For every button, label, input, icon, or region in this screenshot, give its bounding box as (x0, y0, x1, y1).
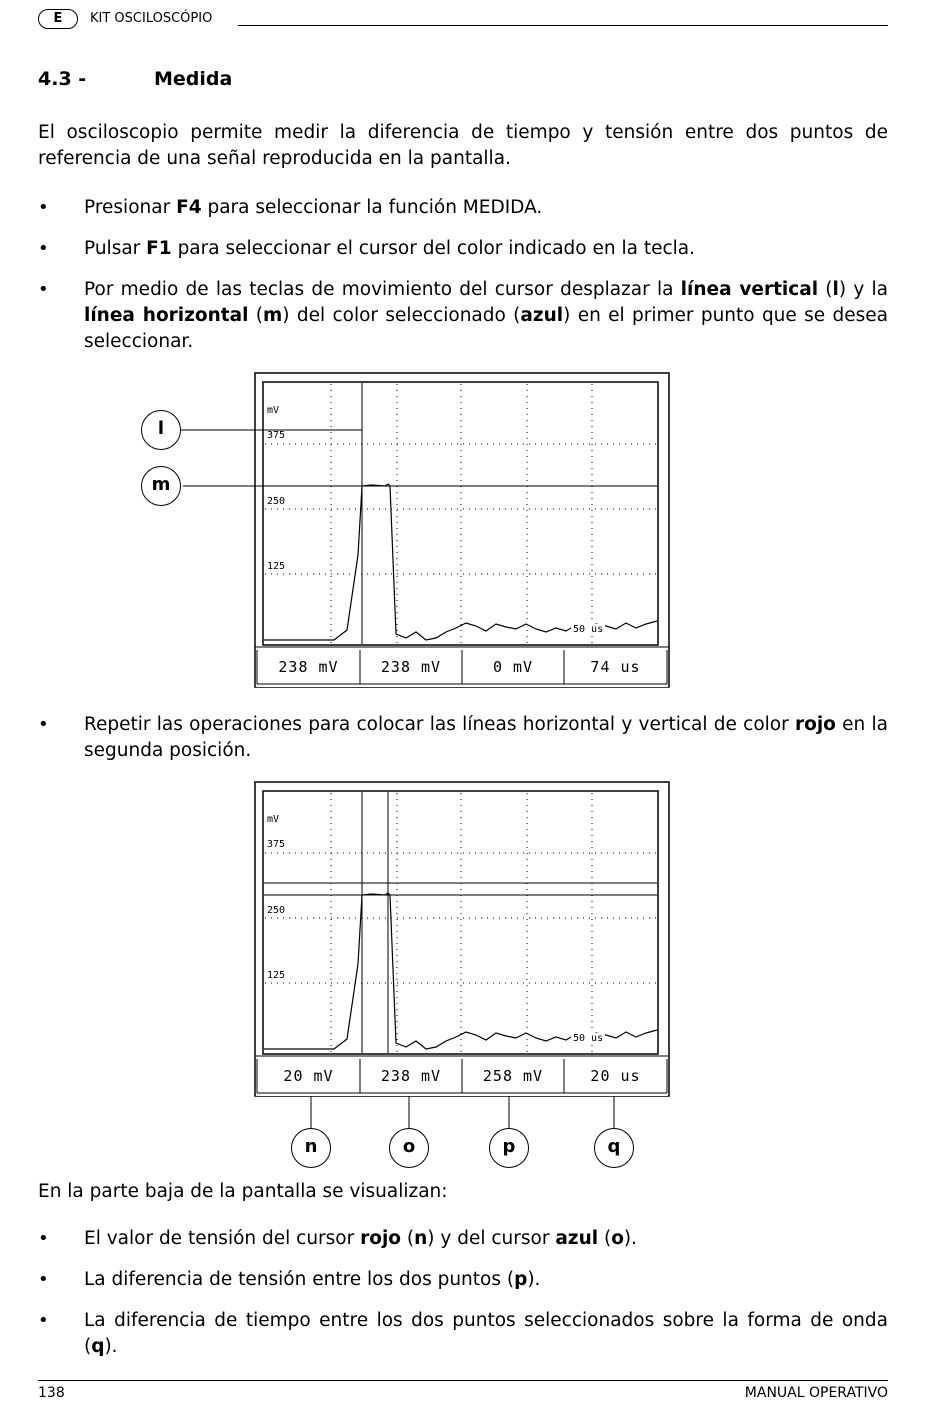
unit-label: mV (267, 814, 280, 825)
intro-paragraph: El osciloscopio permite medir la diferencia de tiempo y tensión entre dos puntos de referencia de una señal reproducida en la pantalla. (38, 122, 888, 169)
language-badge: E (38, 9, 78, 29)
lower-intro: En la parte baja de la pantalla se visualizan: (38, 1181, 448, 1202)
unit-label: mV (267, 405, 280, 416)
bullet-icon: • (38, 279, 49, 300)
bullet-icon: • (38, 238, 49, 259)
manual-title: MANUAL OPERATIVO (744, 1385, 888, 1401)
readout-2: 238 mV (380, 658, 442, 676)
timebase-label: 50 us (573, 624, 604, 635)
readout-3: 0 mV (492, 658, 534, 676)
tick-label: 250 (267, 905, 286, 916)
readout-n: 20 mV (283, 1067, 334, 1085)
section-title: Medida (154, 68, 233, 90)
tick-label: 125 (267, 970, 286, 981)
page-footer (38, 1380, 888, 1401)
readout-o: 238 mV (380, 1067, 442, 1085)
callout-p: p (489, 1128, 529, 1168)
bullet-icon: • (38, 1269, 49, 1290)
oscilloscope-screen-2 (254, 781, 670, 1097)
readout-q: 20 us (590, 1067, 641, 1085)
callout-q: q (594, 1128, 634, 1168)
tick-label: 250 (267, 496, 286, 507)
readout-1: 238 mV (278, 658, 339, 676)
bullet-icon: • (38, 1228, 49, 1249)
callout-l: l (141, 410, 181, 450)
tick-label: 125 (267, 561, 286, 572)
readout-4: 74 us (590, 658, 641, 676)
page-number: 138 (38, 1385, 65, 1401)
tick-label: 375 (267, 430, 286, 441)
timebase-label: 50 us (573, 1033, 604, 1044)
section-number: 4.3 - (38, 68, 87, 90)
header-title: KIT OSCILOSCÓPIO (90, 11, 213, 26)
readout-p: 258 mV (482, 1067, 544, 1085)
bullet-icon: • (38, 197, 49, 218)
tick-label: 375 (267, 839, 286, 850)
callout-m: m (141, 466, 181, 506)
bullet-icon: • (38, 1310, 49, 1331)
callout-n: n (291, 1128, 331, 1168)
bullet-icon: • (38, 714, 49, 735)
callout-o: o (389, 1128, 429, 1168)
